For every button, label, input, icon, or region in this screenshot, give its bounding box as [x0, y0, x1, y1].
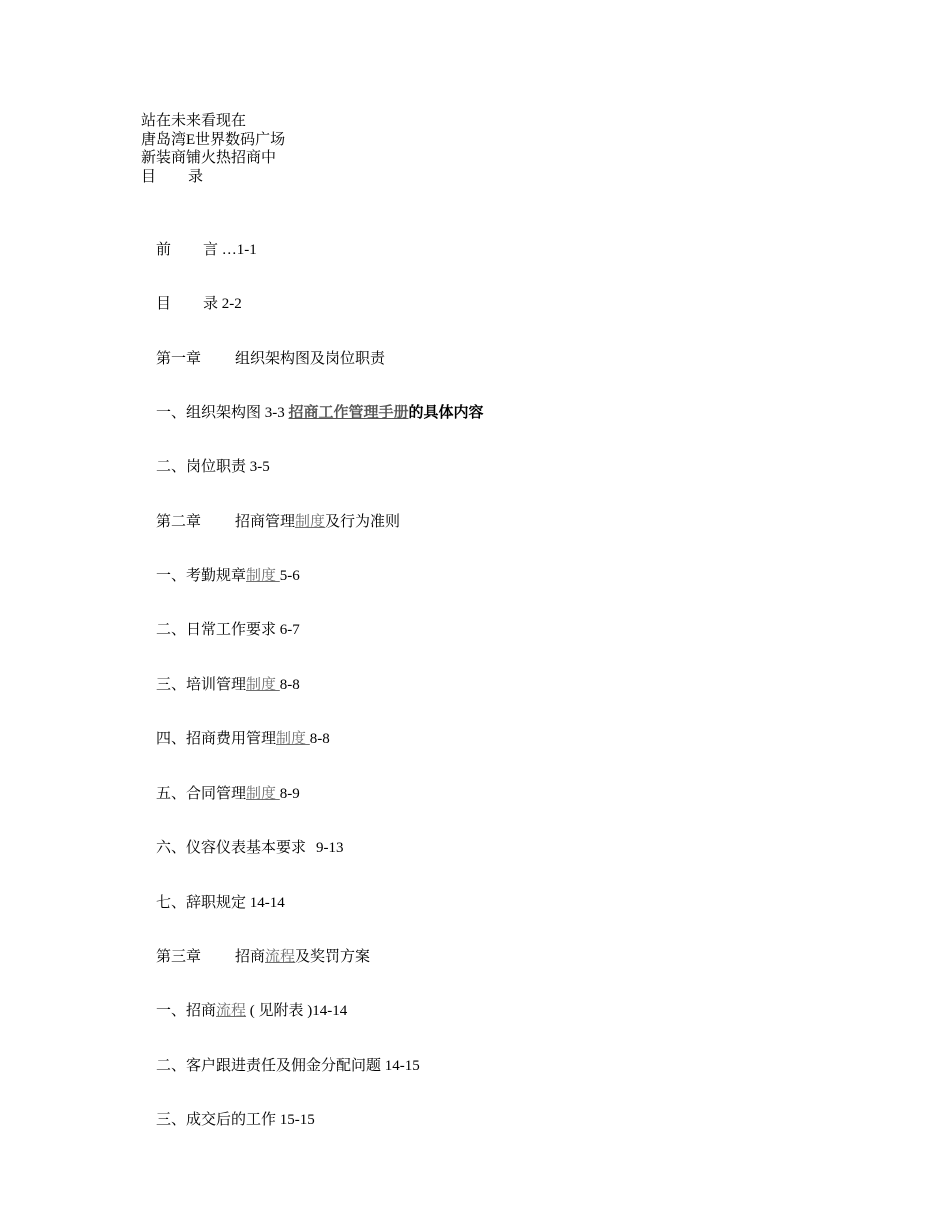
- toc-entry-process: [141, 981, 347, 1041]
- toc-entry-attendance: [141, 546, 300, 606]
- contents-page: 2-2: [218, 296, 242, 312]
- preface-a: 前: [156, 242, 172, 258]
- chapter-3-label: 第三章: [156, 949, 202, 965]
- chapter-1-label: 第一章: [156, 351, 202, 367]
- contracts-page: 8-9: [279, 786, 300, 802]
- training-text: 三、培训管理: [156, 677, 247, 693]
- toc-entry-daily-work: [141, 600, 300, 660]
- process-suffix: ( 见附表 )14-14: [246, 1003, 348, 1019]
- chapter-3-process-link[interactable]: 流程: [265, 949, 296, 965]
- chapter-2-system-link[interactable]: 制度: [295, 514, 326, 530]
- promo-line: 新装商铺火热招商中: [141, 150, 277, 166]
- toc-entry-preface: [141, 220, 257, 280]
- attendance-page: 5-6: [279, 568, 300, 584]
- document-body: [141, 112, 901, 1128]
- appearance-page: 9-13: [316, 840, 344, 856]
- toc-heading-b: 录: [188, 168, 204, 185]
- manual-link-suffix: 的具体内容: [408, 405, 484, 421]
- toc-entry-training: [141, 655, 300, 715]
- project-name-line: 唐岛湾E世界数码广场: [141, 131, 286, 148]
- preface-b: 言: [203, 242, 219, 258]
- after-deal-text: 三、成交后的工作 15-15: [156, 1112, 315, 1128]
- appearance-text: 六、仪容仪表基本要求: [156, 840, 307, 856]
- chapter-2-label: 第二章: [156, 514, 202, 530]
- commission-text: 二、客户跟进责任及佣金分配问题 14-15: [156, 1058, 420, 1074]
- duties-text: 二、岗位职责 3-5: [156, 459, 270, 475]
- manual-link[interactable]: 招商工作管理手册: [288, 405, 409, 421]
- training-system-link[interactable]: 制度: [246, 677, 280, 693]
- toc-entry-after-deal: [141, 1090, 315, 1150]
- toc-entry-org-chart: [141, 383, 484, 443]
- expenses-text: 四、招商费用管理: [156, 731, 277, 747]
- org-chart-text: 一、组织架构图 3-3: [156, 405, 289, 421]
- contents-a: 目: [156, 296, 172, 312]
- toc-entry-expenses: [141, 709, 330, 769]
- process-link[interactable]: 流程: [216, 1003, 247, 1019]
- toc-chapter-2: [141, 492, 400, 552]
- chapter-1-title: 组织架构图及岗位职责: [235, 351, 386, 367]
- resignation-text: 七、辞职规定 14-14: [156, 895, 285, 911]
- toc-heading-a: 目: [141, 168, 157, 185]
- attendance-text: 一、考勤规章: [156, 568, 247, 584]
- toc-entry-contracts: [141, 764, 300, 824]
- toc-entry-appearance: [141, 818, 344, 878]
- preface-page: …1-1: [218, 242, 257, 258]
- chapter-3-title-b: 及奖罚方案: [295, 949, 371, 965]
- expenses-page: 8-8: [309, 731, 330, 747]
- chapter-3-title-a: 招商: [235, 949, 266, 965]
- contracts-text: 五、合同管理: [156, 786, 247, 802]
- chapter-2-title-a: 招商管理: [235, 514, 296, 530]
- toc-entry-resignation: [141, 873, 285, 933]
- contracts-system-link[interactable]: 制度: [246, 786, 280, 802]
- slogan-line: 站在未来看现在: [141, 113, 247, 129]
- contents-b: 录: [203, 296, 219, 312]
- toc-entry-commission: [141, 1036, 420, 1096]
- expenses-system-link[interactable]: 制度: [276, 731, 310, 747]
- toc-entry-contents: [141, 274, 242, 334]
- training-page: 8-8: [279, 677, 300, 693]
- toc-heading: [141, 168, 901, 187]
- process-text: 一、招商: [156, 1003, 217, 1019]
- attendance-system-link[interactable]: 制度: [246, 568, 280, 584]
- daily-work-text: 二、日常工作要求 6-7: [156, 622, 300, 638]
- chapter-2-title-b: 及行为准则: [325, 514, 401, 530]
- toc-chapter-1: [141, 329, 385, 389]
- toc-chapter-3: [141, 927, 370, 987]
- toc-entry-duties: [141, 437, 270, 497]
